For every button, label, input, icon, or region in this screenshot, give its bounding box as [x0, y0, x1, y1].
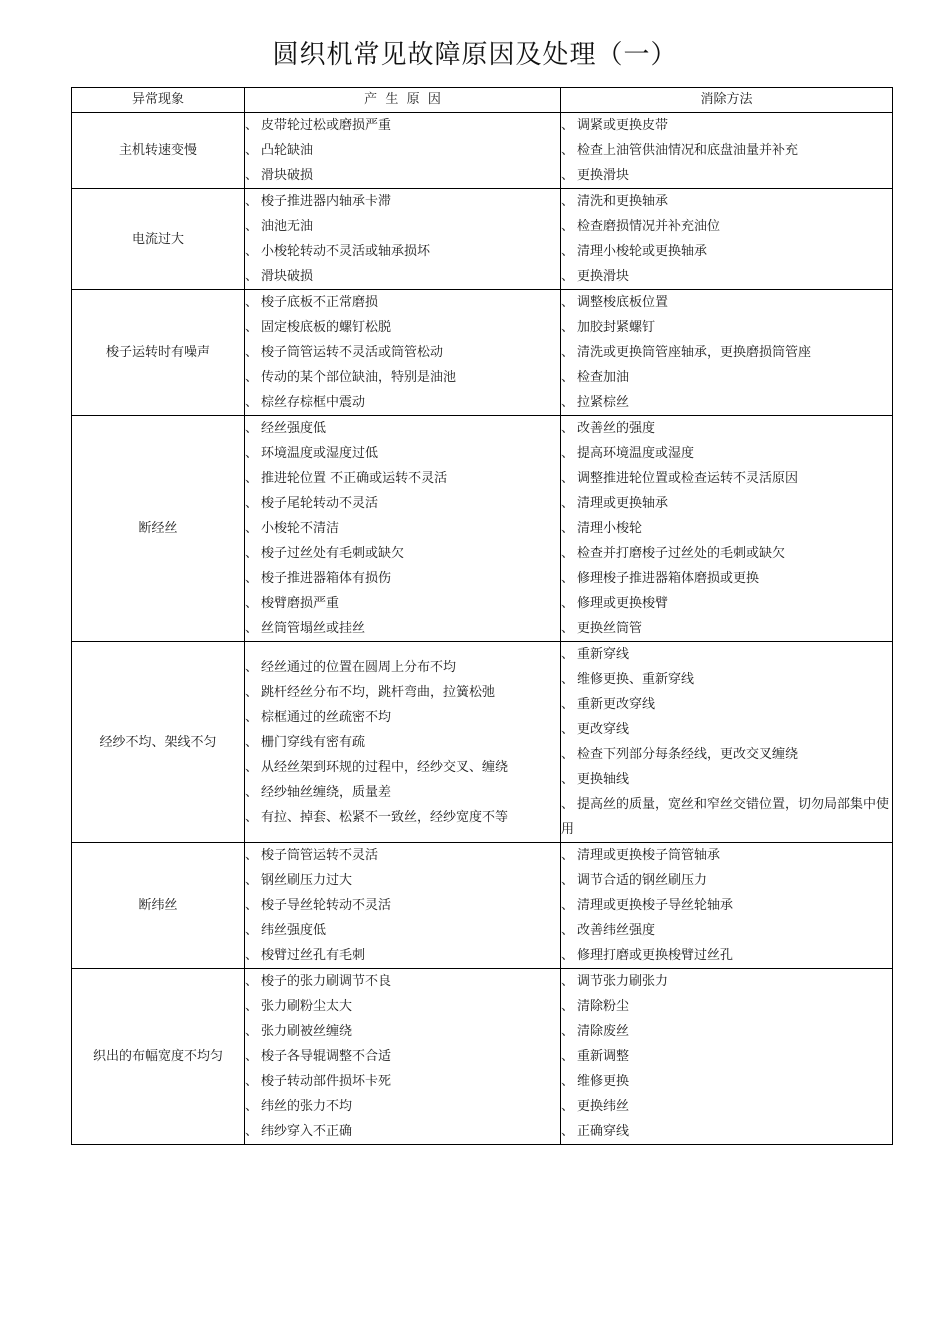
header-symptom: 异常现象: [72, 88, 245, 113]
remedy-item: 、 提高丝的质量，宽丝和窄丝交错位置，切勿局部集中使用: [561, 792, 892, 842]
bullet-mark: 、: [561, 194, 575, 209]
cause-item: 、 环境温度或湿度过低: [245, 441, 560, 466]
table-row: [72, 113, 893, 189]
cause-item: 、 经丝通过的位置在圆周上分布不均: [245, 655, 560, 680]
cause-item: 、 梭子的张力刷调节不良: [245, 969, 560, 994]
bullet-mark: 、: [561, 496, 575, 511]
remedy-cell: [561, 290, 893, 416]
table-row: [72, 642, 893, 843]
remedy-item: 、 检查磨损情况并补充油位: [561, 214, 892, 239]
remedy-item: 、 拉紧棕丝: [561, 390, 892, 415]
remedy-item: 、 调紧或更换皮带: [561, 113, 892, 138]
symptom-cell: 主机转速变慢: [72, 113, 245, 189]
bullet-mark: 、: [245, 709, 259, 725]
bullet-mark: 、: [245, 395, 259, 410]
remedy-item: 、 更换轴线: [561, 767, 892, 792]
bullet-mark: 、: [561, 672, 575, 687]
bullet-mark: 、: [245, 446, 259, 461]
cause-item: 、 梭子推进器内轴承卡滞: [245, 189, 560, 214]
fault-table: [71, 87, 893, 1145]
remedy-item: 、 检查下列部分每条经线，更改交叉缠绕: [561, 742, 892, 767]
page-title: 圆织机常见故障原因及处理（一）: [272, 40, 678, 70]
cause-item: 、 张力刷被丝缠绕: [245, 1019, 560, 1044]
bullet-mark: 、: [245, 244, 259, 259]
bullet-mark: 、: [245, 999, 259, 1014]
remedy-item: 、 检查并打磨梭子过丝处的毛刺或缺欠: [561, 541, 892, 566]
remedy-cell: [561, 969, 893, 1145]
bullet-mark: 、: [561, 772, 575, 787]
remedy-cell: [561, 113, 893, 189]
remedy-item: 、 提高环境温度或湿度: [561, 441, 892, 466]
bullet-mark: 、: [245, 471, 259, 486]
symptom-cell: 经纱不均、架线不匀: [72, 642, 245, 843]
bullet-mark: 、: [561, 923, 575, 938]
remedy-item: 、 维修更换: [561, 1069, 892, 1094]
remedy-item: 、 加胶封紧螺钉: [561, 315, 892, 340]
symptom-cell: 断经丝: [72, 416, 245, 642]
remedy-item: 、 改善纬丝强度: [561, 918, 892, 943]
bullet-mark: 、: [561, 999, 575, 1014]
symptom-cell: 梭子运转时有噪声: [72, 290, 245, 416]
remedy-item: 、 正确穿线: [561, 1119, 892, 1144]
bullet-mark: 、: [245, 948, 259, 963]
table-row: [72, 290, 893, 416]
bullet-mark: 、: [561, 621, 575, 636]
bullet-mark: 、: [561, 1024, 575, 1039]
cause-item: 、 栅门穿线有密有疏: [245, 730, 560, 755]
bullet-mark: 、: [245, 1074, 259, 1089]
bullet-mark: 、: [561, 446, 575, 461]
cause-item: 、 小梭轮不清洁: [245, 516, 560, 541]
bullet-mark: 、: [245, 571, 259, 586]
bullet-mark: 、: [245, 898, 259, 913]
cause-item: 、 梭臂磨损严重: [245, 591, 560, 616]
bullet-mark: 、: [561, 345, 575, 360]
cause-item: 、 丝筒管塌丝或挂丝: [245, 616, 560, 641]
bullet-mark: 、: [245, 684, 259, 700]
bullet-mark: 、: [245, 345, 259, 360]
remedy-cell: [561, 843, 893, 969]
cause-item: 、 皮带轮过松或磨损严重: [245, 113, 560, 138]
remedy-item: 、 修理梭子推进器箱体磨损或更换: [561, 566, 892, 591]
bullet-mark: 、: [245, 923, 259, 938]
cause-item: 、 油池无油: [245, 214, 560, 239]
cause-cell: [245, 843, 561, 969]
bullet-mark: 、: [561, 873, 575, 888]
bullet-mark: 、: [245, 784, 259, 800]
cause-item: 、 跳杆经丝分布不均，跳杆弯曲，拉簧松弛: [245, 680, 560, 705]
table-header-row: [72, 88, 893, 113]
bullet-mark: 、: [245, 1049, 259, 1064]
remedy-item: 、 重新调整: [561, 1044, 892, 1069]
remedy-item: 、 检查加油: [561, 365, 892, 390]
bullet-mark: 、: [245, 809, 259, 825]
bullet-mark: 、: [245, 1099, 259, 1114]
remedy-item: 、 清洗和更换轴承: [561, 189, 892, 214]
cause-cell: [245, 416, 561, 642]
cause-item: 、 经纱轴丝缠绕，质量差: [245, 780, 560, 805]
cause-cell: [245, 290, 561, 416]
cause-item: 、 传动的某个部位缺油，特别是油池: [245, 365, 560, 390]
bullet-mark: 、: [561, 370, 575, 385]
bullet-mark: 、: [561, 471, 575, 486]
remedy-item: 、 修理打磨或更换梭臂过丝孔: [561, 943, 892, 968]
bullet-mark: 、: [561, 546, 575, 561]
cause-item: 、 纬纱穿入不正确: [245, 1119, 560, 1144]
remedy-item: 、 更换丝筒管: [561, 616, 892, 641]
remedy-item: 、 清理或更换梭子导丝轮轴承: [561, 893, 892, 918]
bullet-mark: 、: [245, 1124, 259, 1139]
bullet-mark: 、: [561, 168, 575, 183]
cause-item: 、 梭子底板不正常磨损: [245, 290, 560, 315]
bullet-mark: 、: [245, 759, 259, 775]
bullet-mark: 、: [245, 219, 259, 234]
bullet-mark: 、: [245, 118, 259, 133]
cause-item: 、 钢丝刷压力过大: [245, 868, 560, 893]
cause-item: 、 梭子筒管运转不灵活或筒管松动: [245, 340, 560, 365]
cause-item: 、 棕框通过的丝疏密不均: [245, 705, 560, 730]
cause-item: 、 梭子转动部件损坏卡死: [245, 1069, 560, 1094]
cause-item: 、 纬丝的张力不均: [245, 1094, 560, 1119]
remedy-cell: [561, 642, 893, 843]
bullet-mark: 、: [561, 647, 575, 662]
bullet-mark: 、: [561, 244, 575, 259]
cause-item: 、 梭子尾轮转动不灵活: [245, 491, 560, 516]
bullet-mark: 、: [561, 747, 575, 762]
cause-item: 、 梭子过丝处有毛刺或缺欠: [245, 541, 560, 566]
bullet-mark: 、: [245, 295, 259, 310]
bullet-mark: 、: [561, 118, 575, 133]
cause-cell: [245, 113, 561, 189]
bullet-mark: 、: [561, 421, 575, 436]
remedy-item: 、 清理小梭轮: [561, 516, 892, 541]
remedy-item: 、 更换滑块: [561, 163, 892, 188]
cause-item: 、 推进轮位置 不正确或运转不灵活: [245, 466, 560, 491]
bullet-mark: 、: [245, 659, 259, 675]
symptom-cell: 断纬丝: [72, 843, 245, 969]
bullet-mark: 、: [245, 1024, 259, 1039]
bullet-mark: 、: [561, 1049, 575, 1064]
remedy-item: 、 清理小梭轮或更换轴承: [561, 239, 892, 264]
symptom-cell: 电流过大: [72, 189, 245, 290]
header-cause: 产 生 原 因: [245, 88, 561, 113]
bullet-mark: 、: [561, 295, 575, 310]
remedy-cell: [561, 416, 893, 642]
cause-item: 、 经丝强度低: [245, 416, 560, 441]
remedy-item: 、 清除粉尘: [561, 994, 892, 1019]
remedy-item: 、 更换纬丝: [561, 1094, 892, 1119]
bullet-mark: 、: [561, 395, 575, 410]
bullet-mark: 、: [245, 596, 259, 611]
remedy-item: 、 清理或更换轴承: [561, 491, 892, 516]
remedy-item: 、 清洗或更换筒管座轴承，更换磨损筒管座: [561, 340, 892, 365]
remedy-item: 、 清理或更换梭子筒管轴承: [561, 843, 892, 868]
bullet-mark: 、: [245, 496, 259, 511]
bullet-mark: 、: [561, 797, 575, 812]
bullet-mark: 、: [561, 974, 575, 989]
table-row: [72, 969, 893, 1145]
header-remedy: 消除方法: [561, 88, 893, 113]
bullet-mark: 、: [561, 143, 575, 158]
bullet-mark: 、: [561, 722, 575, 737]
remedy-item: 、 重新穿线: [561, 642, 892, 667]
remedy-item: 、 改善丝的强度: [561, 416, 892, 441]
cause-cell: [245, 189, 561, 290]
table-row: [72, 416, 893, 642]
cause-item: 、 梭子推进器箱体有损伤: [245, 566, 560, 591]
table-row: [72, 189, 893, 290]
cause-item: 、 滑块破损: [245, 264, 560, 289]
bullet-mark: 、: [245, 521, 259, 536]
bullet-mark: 、: [245, 546, 259, 561]
cause-item: 、 梭子各导辊调整不合适: [245, 1044, 560, 1069]
cause-item: 、 张力刷粉尘太大: [245, 994, 560, 1019]
remedy-cell: [561, 189, 893, 290]
bullet-mark: 、: [561, 948, 575, 963]
cause-item: 、 棕丝存棕框中震动: [245, 390, 560, 415]
table-body: [72, 113, 893, 1145]
remedy-item: 、 检查上油管供油情况和底盘油量并补充: [561, 138, 892, 163]
cause-item: 、 从经丝架到环规的过程中，经纱交叉、缠绕: [245, 755, 560, 780]
cause-item: 、 固定梭底板的螺钉松脱: [245, 315, 560, 340]
bullet-mark: 、: [561, 1099, 575, 1114]
bullet-mark: 、: [245, 873, 259, 888]
remedy-item: 、 调节张力刷张力: [561, 969, 892, 994]
cause-item: 、 纬丝强度低: [245, 918, 560, 943]
bullet-mark: 、: [245, 269, 259, 284]
cause-item: 、 梭臂过丝孔有毛刺: [245, 943, 560, 968]
remedy-item: 、 更改穿线: [561, 717, 892, 742]
bullet-mark: 、: [561, 521, 575, 536]
cause-cell: [245, 969, 561, 1145]
bullet-mark: 、: [561, 1074, 575, 1089]
bullet-mark: 、: [561, 848, 575, 863]
remedy-item: 、 维修更换、重新穿线: [561, 667, 892, 692]
table-row: [72, 843, 893, 969]
bullet-mark: 、: [245, 421, 259, 436]
bullet-mark: 、: [245, 194, 259, 209]
bullet-mark: 、: [245, 168, 259, 183]
bullet-mark: 、: [245, 974, 259, 989]
bullet-mark: 、: [561, 596, 575, 611]
remedy-item: 、 调节合适的钢丝刷压力: [561, 868, 892, 893]
cause-item: 、 梭子导丝轮转动不灵活: [245, 893, 560, 918]
symptom-cell: 织出的布幅宽度不均匀: [72, 969, 245, 1145]
bullet-mark: 、: [245, 848, 259, 863]
cause-item: 、 有拉、掉套、松紧不一致丝，经纱宽度不等: [245, 805, 560, 830]
bullet-mark: 、: [561, 571, 575, 586]
cause-item: 、 滑块破损: [245, 163, 560, 188]
bullet-mark: 、: [561, 697, 575, 712]
remedy-item: 、 清除废丝: [561, 1019, 892, 1044]
bullet-mark: 、: [561, 219, 575, 234]
bullet-mark: 、: [561, 320, 575, 335]
bullet-mark: 、: [245, 143, 259, 158]
cause-item: 、 凸轮缺油: [245, 138, 560, 163]
cause-item: 、 小梭轮转动不灵活或轴承损坏: [245, 239, 560, 264]
bullet-mark: 、: [561, 1124, 575, 1139]
bullet-mark: 、: [561, 898, 575, 913]
bullet-mark: 、: [245, 320, 259, 335]
remedy-item: 、 调整梭底板位置: [561, 290, 892, 315]
bullet-mark: 、: [245, 621, 259, 636]
remedy-item: 、 调整推进轮位置或检查运转不灵活原因: [561, 466, 892, 491]
cause-item: 、 梭子筒管运转不灵活: [245, 843, 560, 868]
remedy-item: 、 重新更改穿线: [561, 692, 892, 717]
cause-cell: [245, 642, 561, 843]
bullet-mark: 、: [245, 370, 259, 385]
remedy-item: 、 更换滑块: [561, 264, 892, 289]
bullet-mark: 、: [561, 269, 575, 284]
remedy-item: 、 修理或更换梭臂: [561, 591, 892, 616]
bullet-mark: 、: [245, 734, 259, 750]
